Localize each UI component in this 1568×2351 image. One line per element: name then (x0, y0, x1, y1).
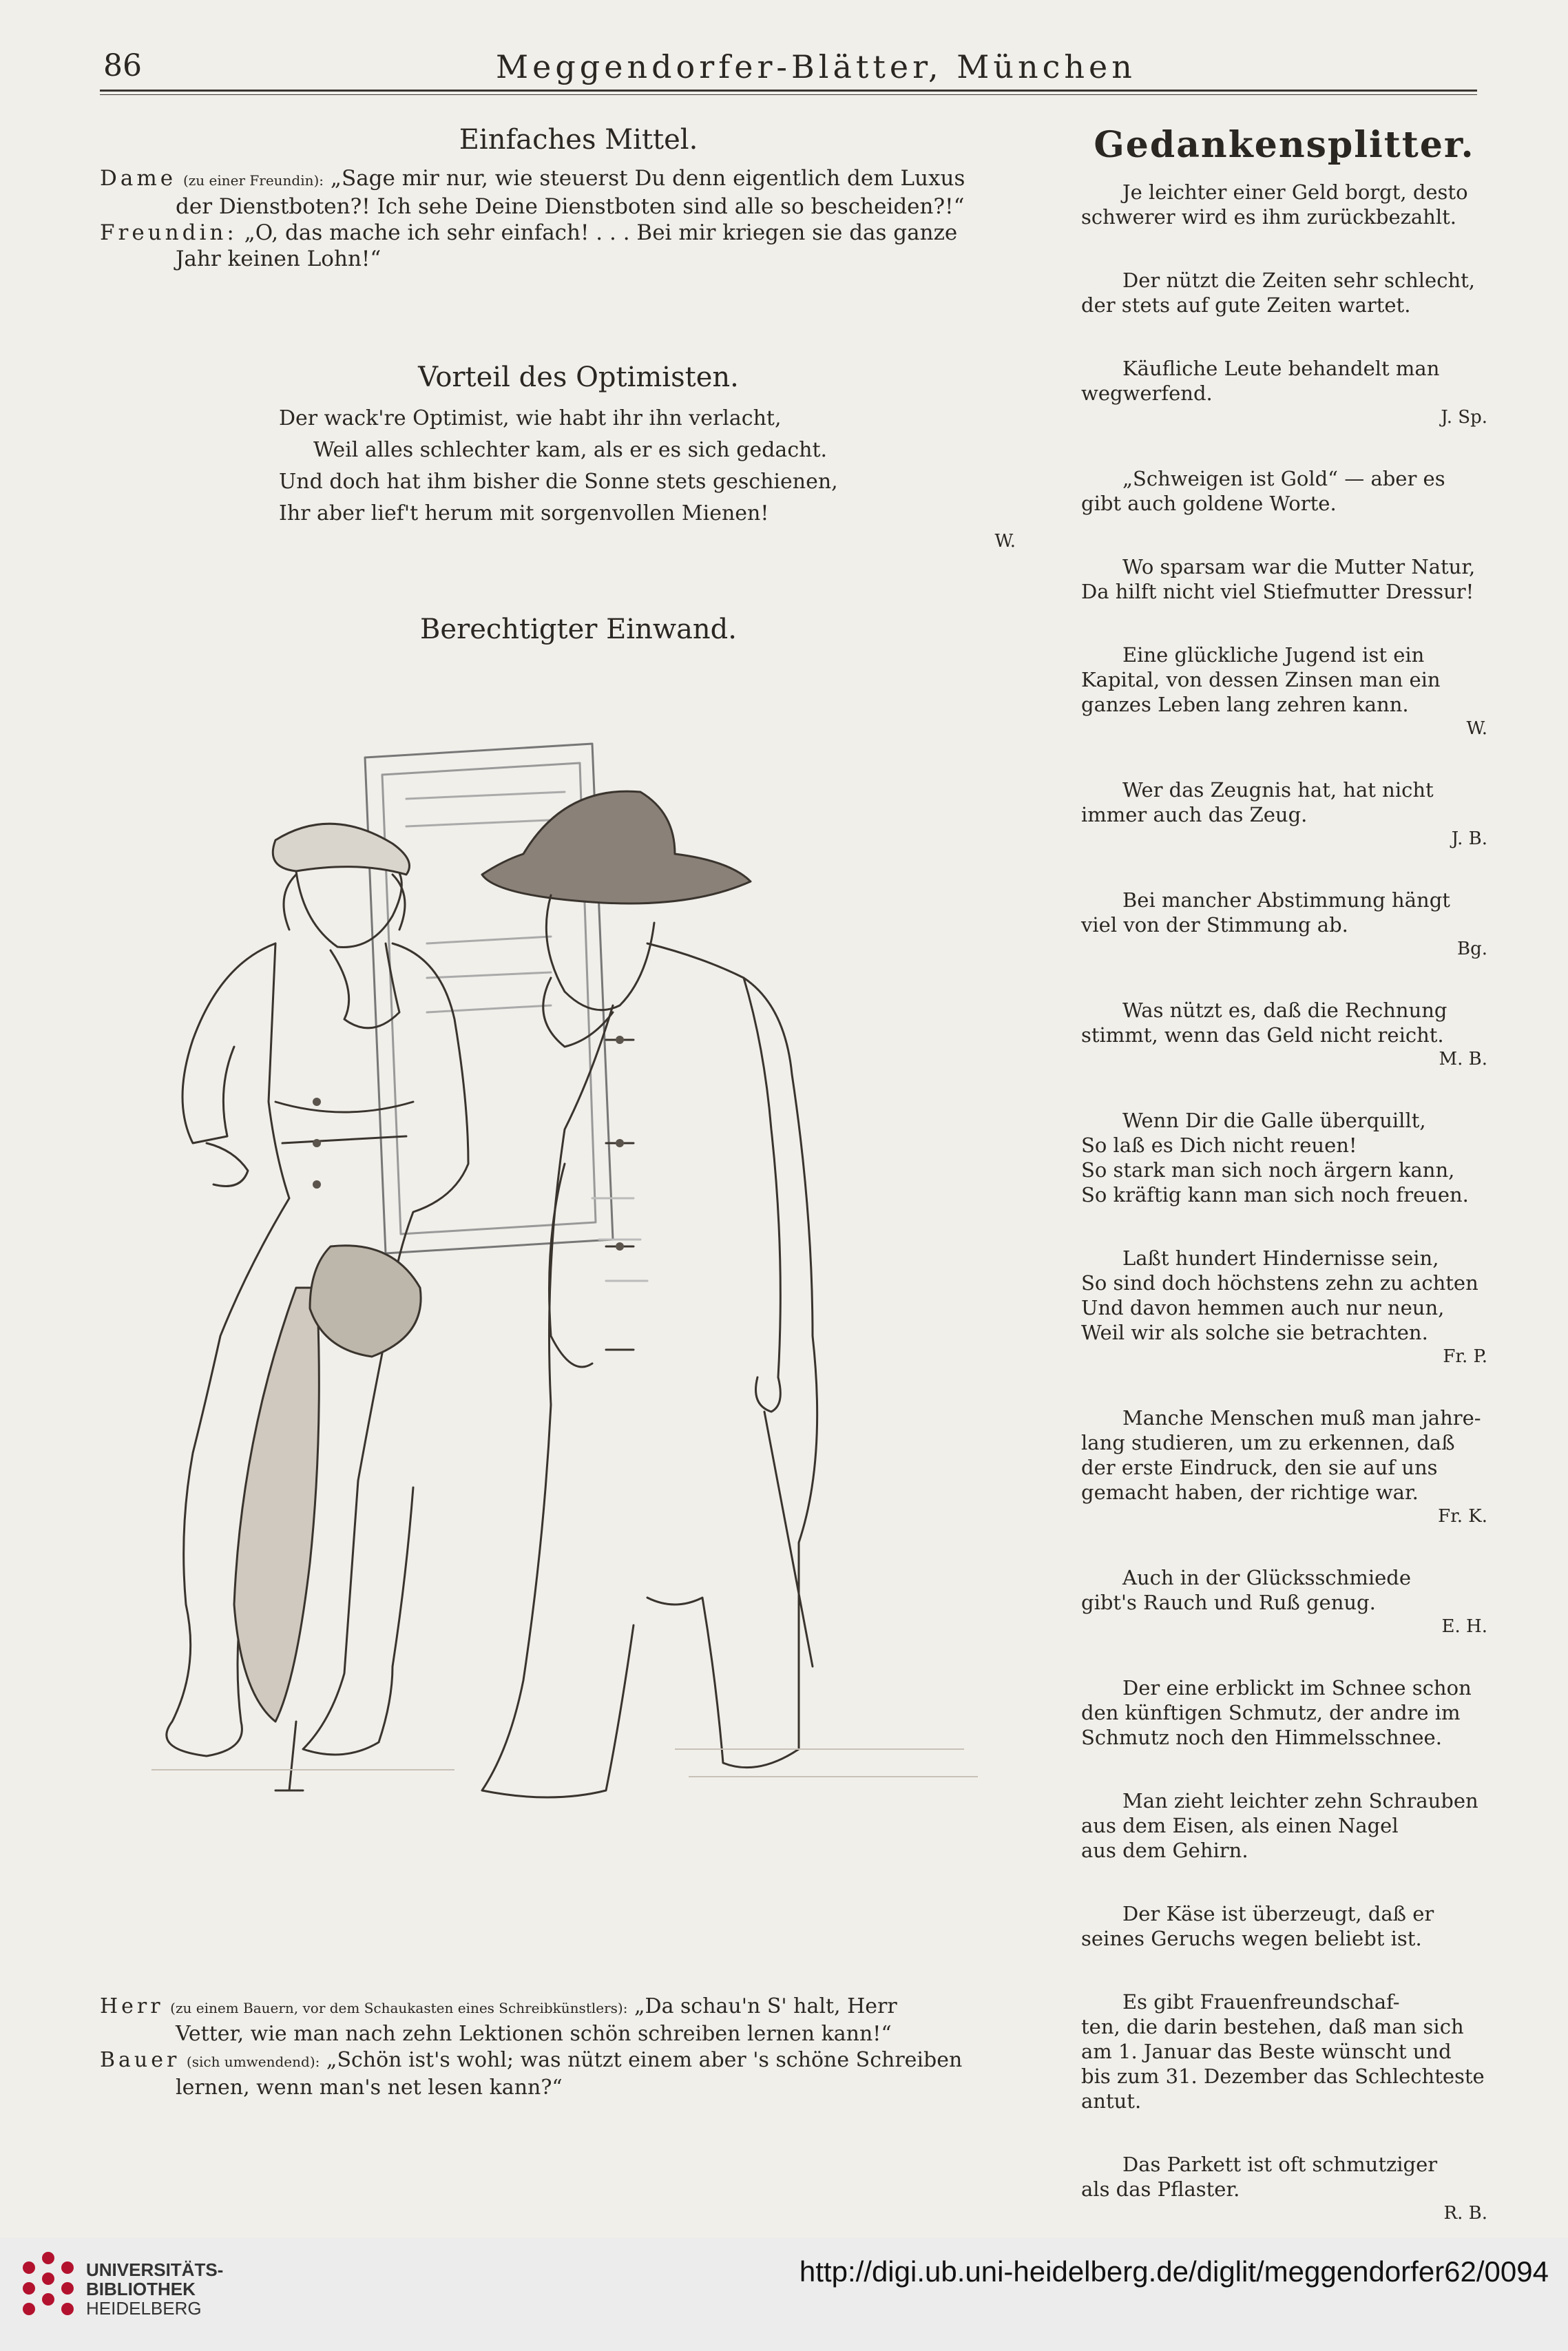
aphorism-line: Man zieht leichter zehn Schrauben (1122, 1789, 1478, 1812)
aphorism-line: ganzes Leben lang zehren kann. (1081, 693, 1409, 716)
university-library-logo-icon (15, 2248, 81, 2324)
speaker: Herr (100, 1994, 164, 2018)
aphorism-line: Auch in der Glücksschmiede (1122, 1566, 1412, 1589)
aphorism-line: Bei mancher Abstimmung hängt (1122, 888, 1450, 912)
signature: R. B. (1443, 2203, 1487, 2224)
stage-note: (zu einem Bauern, vor dem Schaukasten eines Schreibkünstlers): (170, 2000, 628, 2016)
page-number: 86 (103, 48, 142, 83)
speaker: Bauer (100, 2048, 180, 2072)
aphorism (1081, 777, 1487, 849)
aphorism-line: antut. (1081, 2089, 1142, 2113)
signature: Fr. K. (1438, 1506, 1487, 1527)
library-name-line: BIBLIOTHEK (86, 2279, 196, 2299)
aphorism (1081, 268, 1487, 317)
aphorism (1081, 1565, 1487, 1637)
dialogue-text: „O, das mache ich sehr einfach! . . . Bei mir kriegen sie das ganze (244, 220, 958, 245)
aphorism (1081, 1901, 1487, 1951)
aphorism-line: am 1. Januar das Beste wünscht und (1081, 2040, 1452, 2063)
dialogue-text: Jahr keinen Lohn!“ (176, 247, 381, 271)
left-column (100, 124, 1057, 655)
aphorism (1081, 642, 1487, 739)
dialogue-text: der Dienstboten?! Ich sehe Deine Dienstboten sind alle so bescheiden?!“ (176, 194, 965, 219)
signature: Fr. P. (1443, 1346, 1487, 1367)
signature: E. H. (1441, 1616, 1487, 1637)
aphorism (1081, 554, 1487, 604)
section-title: Berechtigter Einwand. (420, 614, 737, 645)
poem-line: Und doch hat ihm bisher die Sonne stets geschienen, (279, 470, 838, 494)
source-url-link[interactable]: http://digi.ub.uni-heidelberg.de/diglit/meggendorfer62/0094 (799, 2255, 1549, 2288)
aphorism-line: schwerer wird es ihm zurückbezahlt. (1081, 205, 1456, 229)
aphorism (1081, 998, 1487, 1069)
dialogue-text: „Schön ist's wohl; was nützt einem aber 's schöne Schreiben (326, 2048, 963, 2072)
section-einfaches-mittel (100, 124, 1057, 272)
aphorism-line: Kapital, von dessen Zinsen man ein (1081, 668, 1441, 691)
stage-note: (sich umwendend): (186, 2054, 320, 2070)
section-title: Vorteil des Optimisten. (418, 362, 739, 393)
dialogue-text: Vetter, wie man nach zehn Lektionen schön schreiben lernen kann!“ (176, 2022, 892, 2046)
aphorism-line: So stark man sich noch ärgern kann, (1081, 1158, 1455, 1182)
aphorism-line: lang studieren, um zu erkennen, daß (1081, 1431, 1455, 1454)
aphorism-line: gibt auch goldene Worte. (1081, 492, 1337, 515)
aphorism-line: gemacht haben, der richtige war. (1081, 1481, 1419, 1504)
aphorism-line: immer auch das Zeug. (1081, 803, 1308, 826)
header-rule-thin (100, 94, 1477, 95)
section-berechtigter-einwand (100, 614, 1057, 645)
section-title: Gedankensplitter. (1094, 124, 1475, 166)
aphorism-line: der erste Eindruck, den sie auf uns (1081, 1456, 1438, 1479)
aphorism-line: Laßt hundert Hindernisse sein, (1122, 1246, 1439, 1270)
aphorism-line: Manche Menschen muß man jahre- (1122, 1406, 1481, 1430)
aphorism-line: als das Pflaster. (1081, 2177, 1240, 2201)
poem-line: Der wack're Optimist, wie habt ihr ihn verlacht, (279, 406, 782, 430)
header-rule (100, 90, 1477, 92)
aphorism-line: stimmt, wenn das Geld nicht reicht. (1081, 1023, 1444, 1047)
aphorism-line: Was nützt es, daß die Rechnung (1122, 999, 1447, 1022)
aphorism-line: seines Geruchs wegen beliebt ist. (1081, 1927, 1422, 1950)
poem (279, 403, 1057, 552)
signature: W. (1466, 718, 1487, 739)
aphorism (1081, 2152, 1487, 2224)
aphorism-line: gibt's Rauch und Ruß genug. (1081, 1591, 1376, 1614)
library-name-line: HEIDELBERG (86, 2298, 202, 2319)
aphorism-line: So sind doch höchstens zehn zu achten (1081, 1271, 1478, 1295)
aphorism (1081, 180, 1487, 229)
signature: J. B. (1451, 828, 1487, 849)
aphorism-line: wegwerfend. (1081, 382, 1213, 405)
aphorism (1081, 1108, 1487, 1207)
aphorism-line: „Schweigen ist Gold“ — aber es (1122, 467, 1445, 490)
aphorism (1081, 1788, 1487, 1863)
aphorism-line: der stets auf gute Zeiten wartet. (1081, 293, 1411, 317)
section-title: Einfaches Mittel. (459, 124, 698, 156)
aphorism-line: Weil wir als solche sie betrachten. (1081, 1321, 1428, 1344)
speaker: Freundin: (100, 220, 238, 245)
speaker: Dame (100, 166, 177, 191)
aphorism (1081, 1989, 1487, 2113)
aphorism-line: Das Parkett ist oft schmutziger (1122, 2153, 1438, 2176)
aphorism-line: viel von der Stimmung ab. (1081, 913, 1348, 937)
aphorism-line: ten, die darin bestehen, daß man sich (1081, 2015, 1464, 2038)
aphorism-list (1081, 180, 1487, 2224)
signature: W. (994, 531, 1016, 552)
aphorism-line: Der Käse ist überzeugt, daß er (1122, 1902, 1434, 1925)
aphorism-line: Eine glückliche Jugend ist ein (1122, 643, 1425, 667)
aphorism-line: Der nützt die Zeiten sehr schlecht, (1122, 269, 1476, 292)
signature: M. B. (1439, 1049, 1487, 1069)
aphorism (1081, 1246, 1487, 1367)
aphorism-line: den künftigen Schmutz, der andre im (1081, 1701, 1461, 1724)
aphorism-line: So laß es Dich nicht reuen! (1081, 1133, 1357, 1157)
dialogue-text: „Da schau'n S' halt, Herr (634, 1994, 897, 2018)
aphorism (1081, 356, 1487, 428)
aphorism (1081, 1406, 1487, 1527)
library-name (86, 2260, 223, 2318)
dialogue-text: lernen, wenn man's net lesen kann?“ (176, 2076, 563, 2100)
aphorism-line: Wenn Dir die Galle überquillt, (1122, 1109, 1426, 1132)
poem-line: Weil alles schlechter kam, als er es sich gedacht. (313, 438, 828, 462)
aphorism-line: Es gibt Frauenfreundschaf- (1122, 1990, 1400, 2014)
signature: Bg. (1456, 939, 1487, 959)
dialogue-text: „Sage mir nur, wie steuerst Du denn eigentlich dem Luxus (330, 166, 965, 191)
aphorism-line: Der eine erblickt im Schnee schon (1122, 1676, 1472, 1700)
aphorism (1081, 1675, 1487, 1750)
library-name-line: UNIVERSITÄTS- (86, 2259, 224, 2280)
signature: J. Sp. (1441, 407, 1487, 428)
right-column (1081, 124, 1487, 2262)
illustration-two-men (69, 716, 1067, 1997)
illustration-caption (100, 1994, 1057, 2101)
aphorism (1081, 888, 1487, 959)
aphorism-line: Und davon hemmen auch nur neun, (1081, 1296, 1445, 1319)
aphorism-line: Schmutz noch den Himmelsschnee. (1081, 1726, 1442, 1749)
aphorism-line: aus dem Gehirn. (1081, 1839, 1248, 1862)
section-vorteil-optimisten (100, 362, 1057, 552)
aphorism-line: Käufliche Leute behandelt man (1122, 357, 1440, 380)
aphorism-line: Wo sparsam war die Mutter Natur, (1122, 555, 1476, 578)
stage-note: (zu einer Freundin): (182, 172, 324, 189)
aphorism-line: So kräftig kann man sich noch freuen. (1081, 1183, 1469, 1206)
poem-line: Ihr aber lief't herum mit sorgenvollen Mienen! (279, 501, 769, 525)
aphorism-line: Wer das Zeugnis hat, hat nicht (1122, 778, 1434, 802)
aphorism-line: aus dem Eisen, als einen Nagel (1081, 1814, 1399, 1837)
aphorism-line: bis zum 31. Dezember das Schlechteste (1081, 2065, 1485, 2088)
aphorism (1081, 466, 1487, 516)
aphorism-line: Da hilft nicht viel Stiefmutter Dressur! (1081, 580, 1474, 603)
running-title: Meggendorfer-Blätter, München (496, 48, 1136, 85)
aphorism-line: Je leichter einer Geld borgt, desto (1122, 180, 1468, 204)
